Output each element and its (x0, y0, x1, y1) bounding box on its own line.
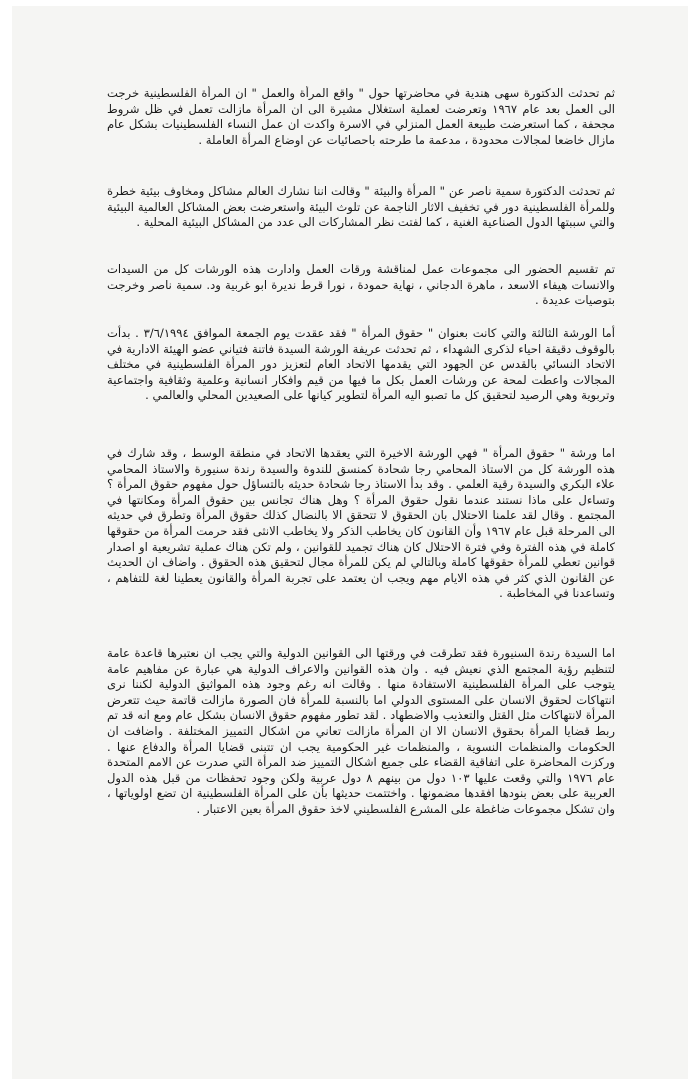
paragraph-women-and-environment: ثم تحدثت الدكتورة سمية ناصر عن " المرأة والبيئة " وقالت اننا نشارك العالم مشاكل ومخاوف بيئية خطرة وللمرأة الفلسطينية دور في تخفيف الاثار الناجمة عن تلوث البيئة واستعرضت بعض المشاكل العالمية البيئية والتي سببتها الدول الصناعية الغنية ، كما لفتت نظر المشاركات الى عدد من المشاكل البيئية المحلية . (107, 184, 615, 230)
paper-sheet (12, 6, 688, 1079)
document-body (107, 86, 615, 1046)
paragraph-working-groups: تم تقسيم الحضور الى مجموعات عمل لمناقشة ورقات العمل وادارت هذه الورشات كل من السيدات والانسات هيفاء الاسعد ، ماهرة الدجاني ، نهاية حمودة ، نورا قرط نديرة ابو غربية ود. سمية ناصر وخرجت بتوصيات عديدة . (107, 262, 615, 308)
paragraph-international-laws: اما السيدة رندة السنيورة فقد تطرقت في ورقتها الى القوانين الدولية والتي يجب ان نعتبرها قاعدة عامة لتنظيم رؤية المجتمع الذي نعيش فيه . وان هذه القوانين والاعراف الدولية هي عبارة عن مفاهيم عامة يتوجب على المرأة الفلسطينية الاستفادة منها . وقالت انه رغم وجود هذه المواثيق الدولية لكننا نرى انتهاكات لحقوق الانسان على المستوى الدولي اما بالنسبة للمرأة فان الصورة مازالت قاتمة حيث تتعرض المرأة لانتهاكات مثل القتل والتعذيب والاضطهاد . لقد تطور مفهوم حقوق الانسان بشكل عام ومع انه قد تم ربط قضايا المرأة بحقوق الانسان الا ان المرأة مازالت تعاني من اشكال التمييز المختلفة . واضافت ان الحكومات والمنظمات النسوية ، والمنظمات غير الحكومية يجب ان تتبنى قضايا المرأة والدفاع عنها . وركزت المحاضرة على اتفاقية القضاء على جميع اشكال التمييز ضد المرأة التي صدرت عن الامم المتحدة عام ١٩٧٦ والتي وقعت عليها ١٠٣ دول من بينهم ٨ دول عربية ولكن وجود تحفظات من قبل هذه الدول العربية على بعض بنودها افقدها مضمونها . واختتمت حديثها بأن على المرأة الفلسطينية ان تضع اولوياتها ، وان تشكل مجموعات ضاغطة على المشرع الفلسطيني لاخذ حقوق المرأة بعين الاعتبار . (107, 646, 615, 816)
paragraph-women-and-work: ثم تحدثت الدكتورة سهى هندية في محاضرتها حول " واقع المرأة والعمل " ان المرأة الفلسطينية خرجت الى العمل بعد عام ١٩٦٧ وتعرضت لعملية استغلال مشيرة الى ان المرأة مازالت تعمل في ظل شروط مجحفة ، كما استعرضت طبيعة العمل المنزلي في الاسرة واكدت ان عمل النساء الفلسطينيات بشكل عام مازال خاضعا لمجالات محدودة ، مدعمة ما طرحته باحصائيات عن اوضاع المرأة العاملة . (107, 86, 615, 147)
paragraph-third-workshop: أما الورشة الثالثة والتي كانت بعنوان " حقوق المرأة " فقد عقدت يوم الجمعة الموافق ٣/٦/١٩٩٤ . بدأت بالوقوف دقيقة احياء لذكرى الشهداء ، ثم تحدثت عريفة الورشة السيدة فاتنة فتياني عضو الهيئة الادارية في الاتحاد النسائي بالقدس عن الجهود التي يقدمها الاتحاد العام لتعزيز دور المرأة الفلسطينية في مختلف المجالات واعطت لمحة عن ورشات العمل بكل ما فيها من قيم وافكار انسانية وعلمية وثقافية واجتماعية وتربوية وهي الرصيد لتحقيق كل ما تصبو اليه المرأة لتطوير كيانها على الصعيدين المحلي والعالمي . (107, 326, 615, 403)
paragraph-womens-rights-workshop: اما ورشة " حقوق المرأة " فهي الورشة الاخيرة التي يعقدها الاتحاد في منطقة الوسط ، وقد شارك في هذه الورشة كل من الاستاذ المحامي رجا شحادة كمنسق للندوة والسيدة رندة سنيورة والاستاذ المحامي علاء البكري والسيدة رقية العلمي . وقد بدأ الاستاذ رجا شحادة حديثه بالتساؤل حول مفهوم حقوق المرأة ؟ وتساءل على ماذا نستند عندما نقول حقوق المرأة ؟ وهل هناك تجانس بين حقوق المرأة ومكانتها في المجتمع . وقال لقد علمنا الاحتلال بان الحقوق لا تتحقق الا بالنضال كذلك حقوق المرأة وتطرق في حديثه الى المرحلة قبل عام ١٩٦٧ وأن القانون كان يخاطب الذكر ولا يخاطب الانثى فقد حرمت المرأة من حقوقها كاملة في هذه الفترة وفي فترة الاحتلال كان هناك تجميد للقوانين ، ولم تكن هناك عملية تشريعية او اصدار قوانين تعطي للمرأة حقوقها كاملة وبالتالي لم يكن للمرأة مجال لتحقيق هذه الحقوق . واضاف ان الحديث عن القانون الذي كثر في هذه الايام مهم ويجب ان يعتمد على تجربة المرأة والقانون يعطينا لغة للتفاهم ، وتساعدنا في المخاطبة . (107, 446, 615, 601)
